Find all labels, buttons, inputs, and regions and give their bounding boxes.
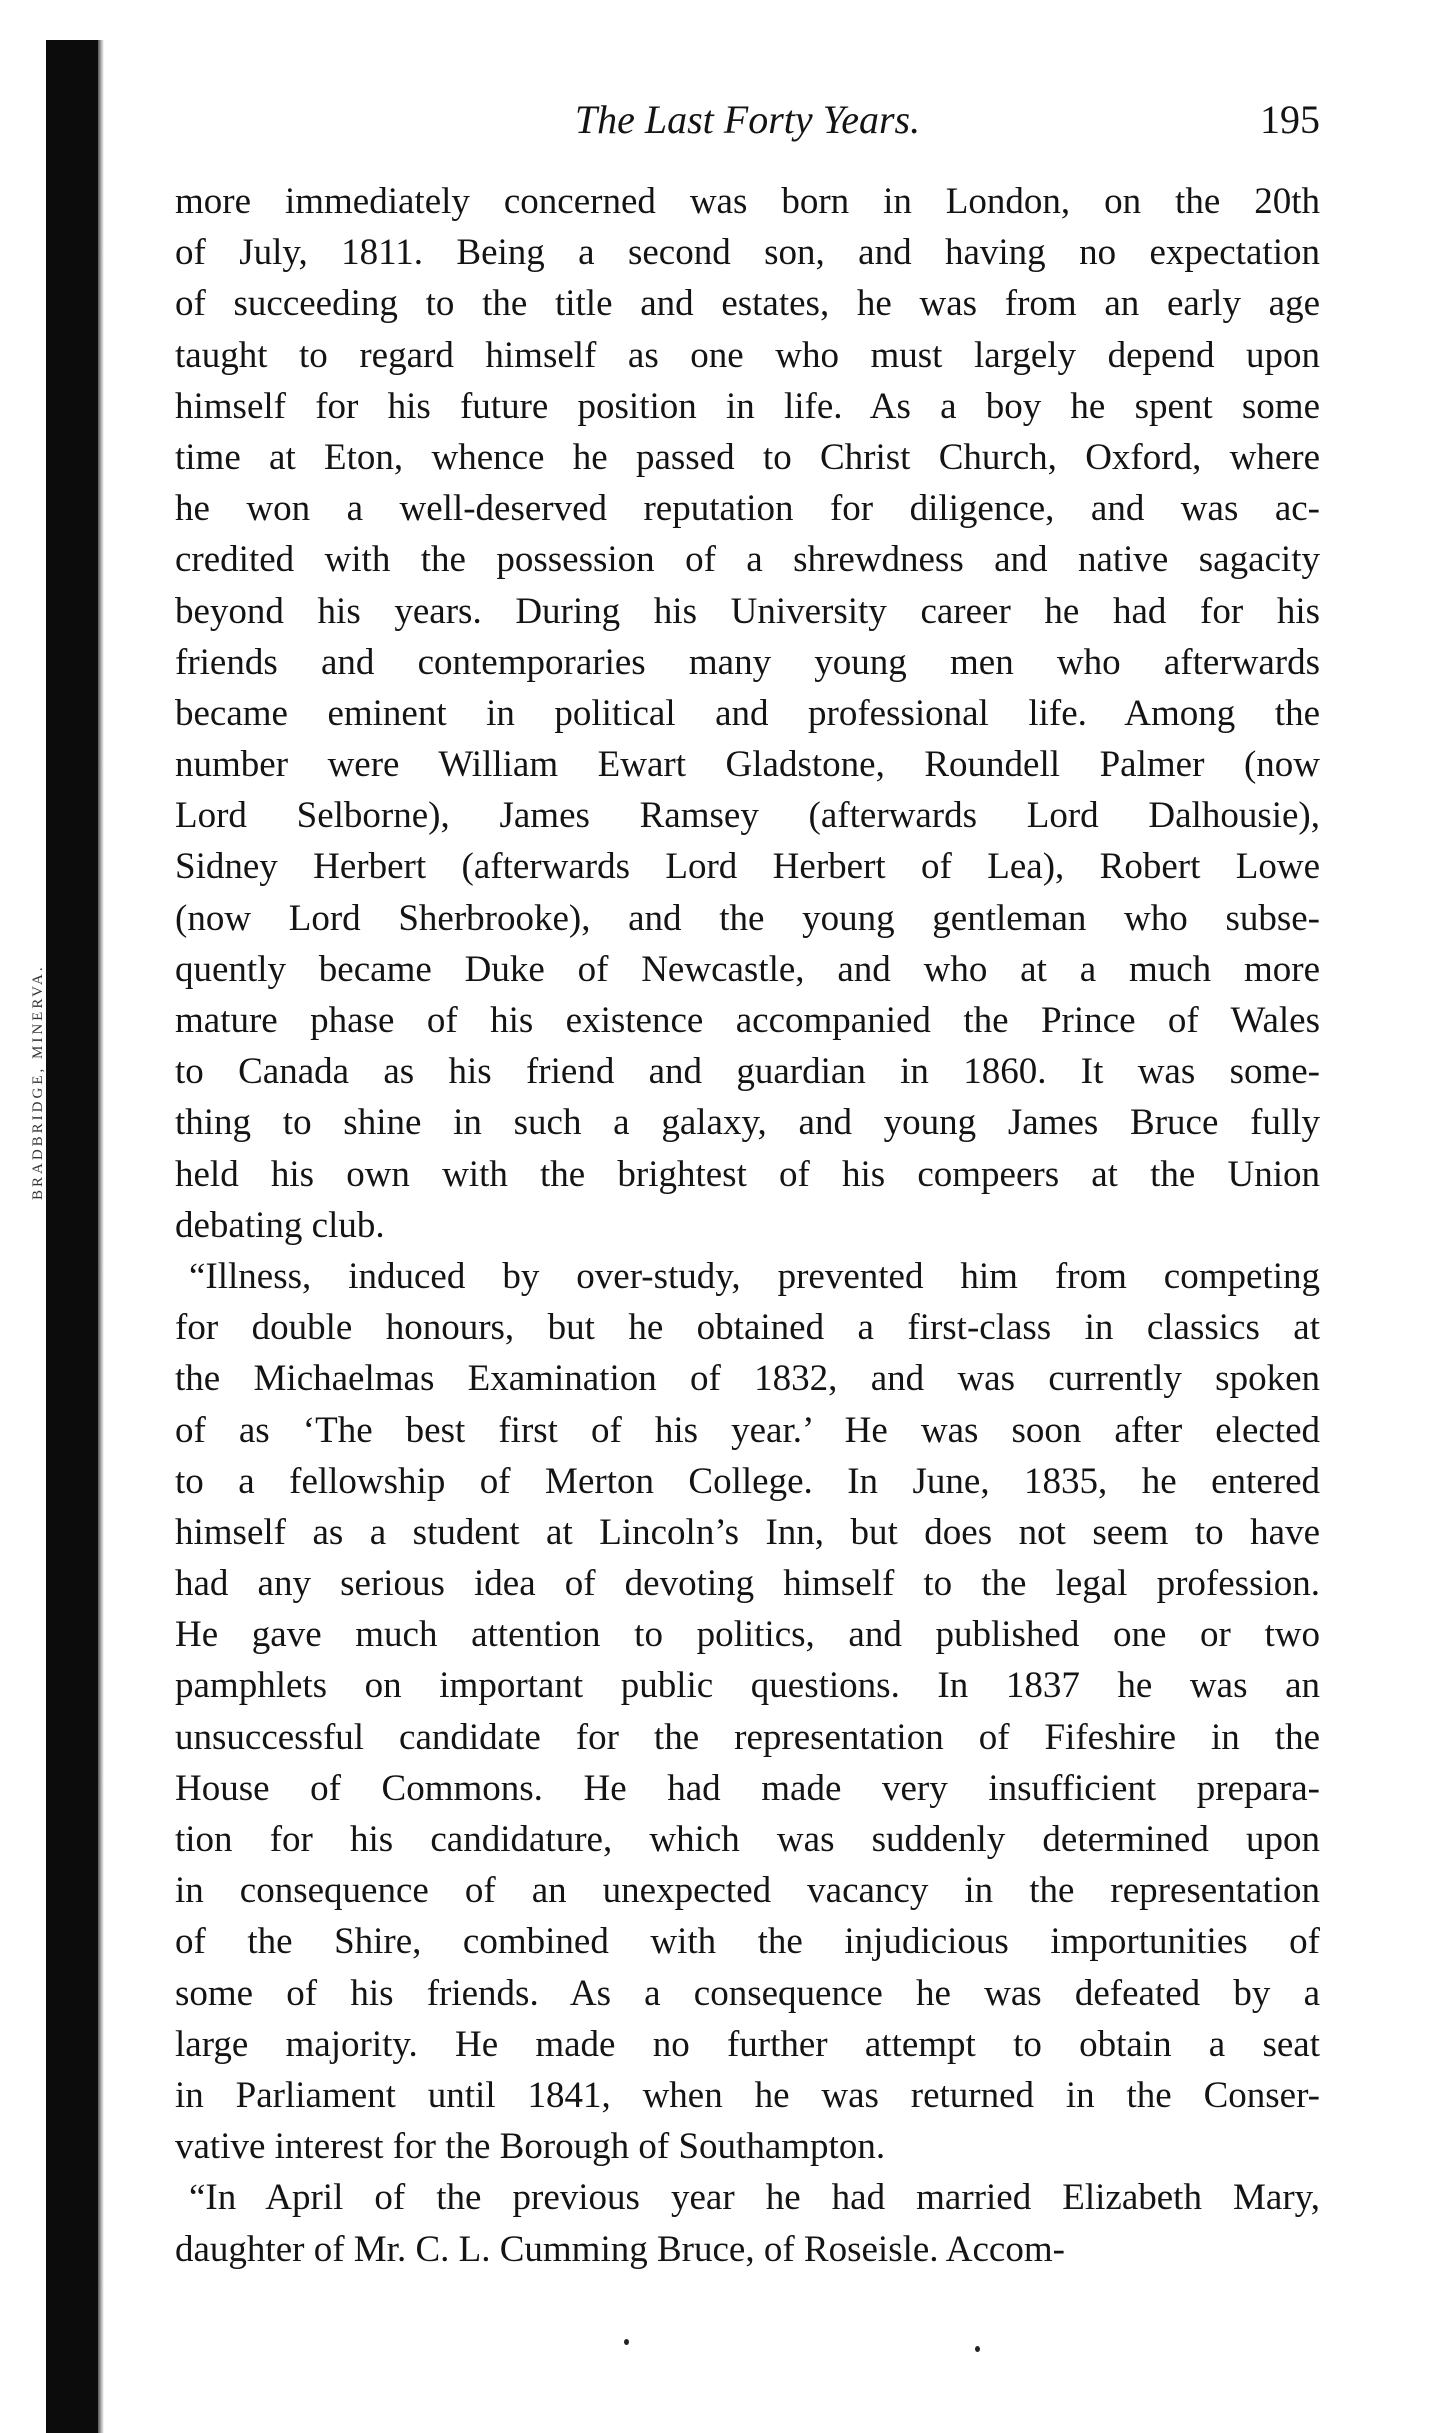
- text-line: debating club.: [175, 1204, 385, 1246]
- text-line: held his own with the brightest of his compeers at the Union: [175, 1153, 1320, 1195]
- binding-stamp: BRADBRIDGE, MINERVA.: [30, 964, 46, 1200]
- text-line: for double honours, but he obtained a first-class in classics at: [175, 1307, 1320, 1349]
- running-head: [175, 90, 1320, 150]
- text-line: in Parliament until 1841, when he was returned in the Conser-: [175, 2074, 1320, 2116]
- text-line: the Michaelmas Examination of 1832, and was currently spoken: [175, 1358, 1320, 1400]
- text-line: vative interest for the Borough of Southampton.: [175, 2126, 886, 2168]
- ink-speck: [624, 2339, 629, 2345]
- text-line: tion for his candidature, which was suddenly determined upon: [175, 1819, 1320, 1860]
- text-line: of July, 1811. Being a second son, and having no expectation: [175, 232, 1320, 274]
- ink-speck: [975, 2346, 980, 2352]
- text-line: he won a well-deserved reputation for diligence, and was ac-: [175, 488, 1320, 530]
- text-line: unsuccessful candidate for the representation of Fifeshire in the: [175, 1716, 1320, 1758]
- text-line: became eminent in political and professional life. Among the: [175, 692, 1320, 734]
- text-line: (now Lord Sherbrooke), and the young gentleman who subse-: [175, 897, 1320, 939]
- text-line: credited with the possession of a shrewdness and native sagacity: [175, 539, 1320, 581]
- text-line: friends and contemporaries many young men who afterwards: [175, 641, 1320, 683]
- text-line: to a fellowship of Merton College. In June, 1835, he entered: [175, 1460, 1320, 1502]
- text-line: had any serious idea of devoting himself to the legal profession.: [175, 1563, 1320, 1605]
- text-line: beyond his years. During his University career he had for his: [175, 590, 1320, 632]
- text-line: Lord Selborne), James Ramsey (afterwards Lord Dalhousie),: [175, 795, 1320, 837]
- text-line: some of his friends. As a consequence he was defeated by a: [175, 1972, 1320, 2014]
- body-text: [175, 176, 1320, 2275]
- text-line: daughter of Mr. C. L. Cumming Bruce, of Roseisle. Accom-: [175, 2228, 1065, 2270]
- text-line: of succeeding to the title and estates, he was from an early age: [175, 283, 1320, 325]
- text-line: himself as a student at Lincoln’s Inn, but does not seem to have: [175, 1511, 1320, 1553]
- text-line: thing to shine in such a galaxy, and young James Bruce fully: [175, 1102, 1320, 1144]
- page-number: 195: [1260, 97, 1320, 142]
- text-line: large majority. He made no further attempt to obtain a seat: [175, 2023, 1320, 2065]
- text-line: pamphlets on important public questions. In 1837 he was an: [175, 1665, 1320, 1707]
- text-line: mature phase of his existence accompanied the Prince of Wales: [175, 1000, 1320, 1041]
- text-line: in consequence of an unexpected vacancy in the representation: [175, 1870, 1320, 1912]
- text-line: of the Shire, combined with the injudicious importunities of: [175, 1921, 1320, 1963]
- text-line: Sidney Herbert (afterwards Lord Herbert of Lea), Robert Lowe: [175, 846, 1320, 888]
- text-line: himself for his future position in life. As a boy he spent some: [175, 385, 1320, 427]
- text-line: House of Commons. He had made very insufficient prepara-: [175, 1767, 1320, 1809]
- running-head-title: The Last Forty Years.: [574, 97, 921, 142]
- text-line: more immediately concerned was born in London, on the 20th: [175, 181, 1320, 222]
- text-line: number were William Ewart Gladstone, Roundell Palmer (now: [175, 744, 1320, 786]
- text-line: to Canada as his friend and guardian in 1860. It was some-: [175, 1051, 1320, 1093]
- text-line: of as ‘The best first of his year.’ He was soon after elected: [175, 1409, 1320, 1451]
- text-line: taught to regard himself as one who must largely depend upon: [175, 334, 1320, 376]
- text-line: quently became Duke of Newcastle, and who at a much more: [175, 948, 1320, 990]
- text-line: He gave much attention to politics, and published one or two: [175, 1614, 1320, 1656]
- text-line: “Illness, induced by over-study, prevented him from competing: [189, 1255, 1320, 1297]
- binding-shadow: [98, 40, 104, 2433]
- page-binding-edge: [46, 40, 98, 2433]
- text-line: “In April of the previous year he had married Elizabeth Mary,: [189, 2177, 1320, 2219]
- text-line: time at Eton, whence he passed to Christ Church, Oxford, where: [175, 436, 1320, 478]
